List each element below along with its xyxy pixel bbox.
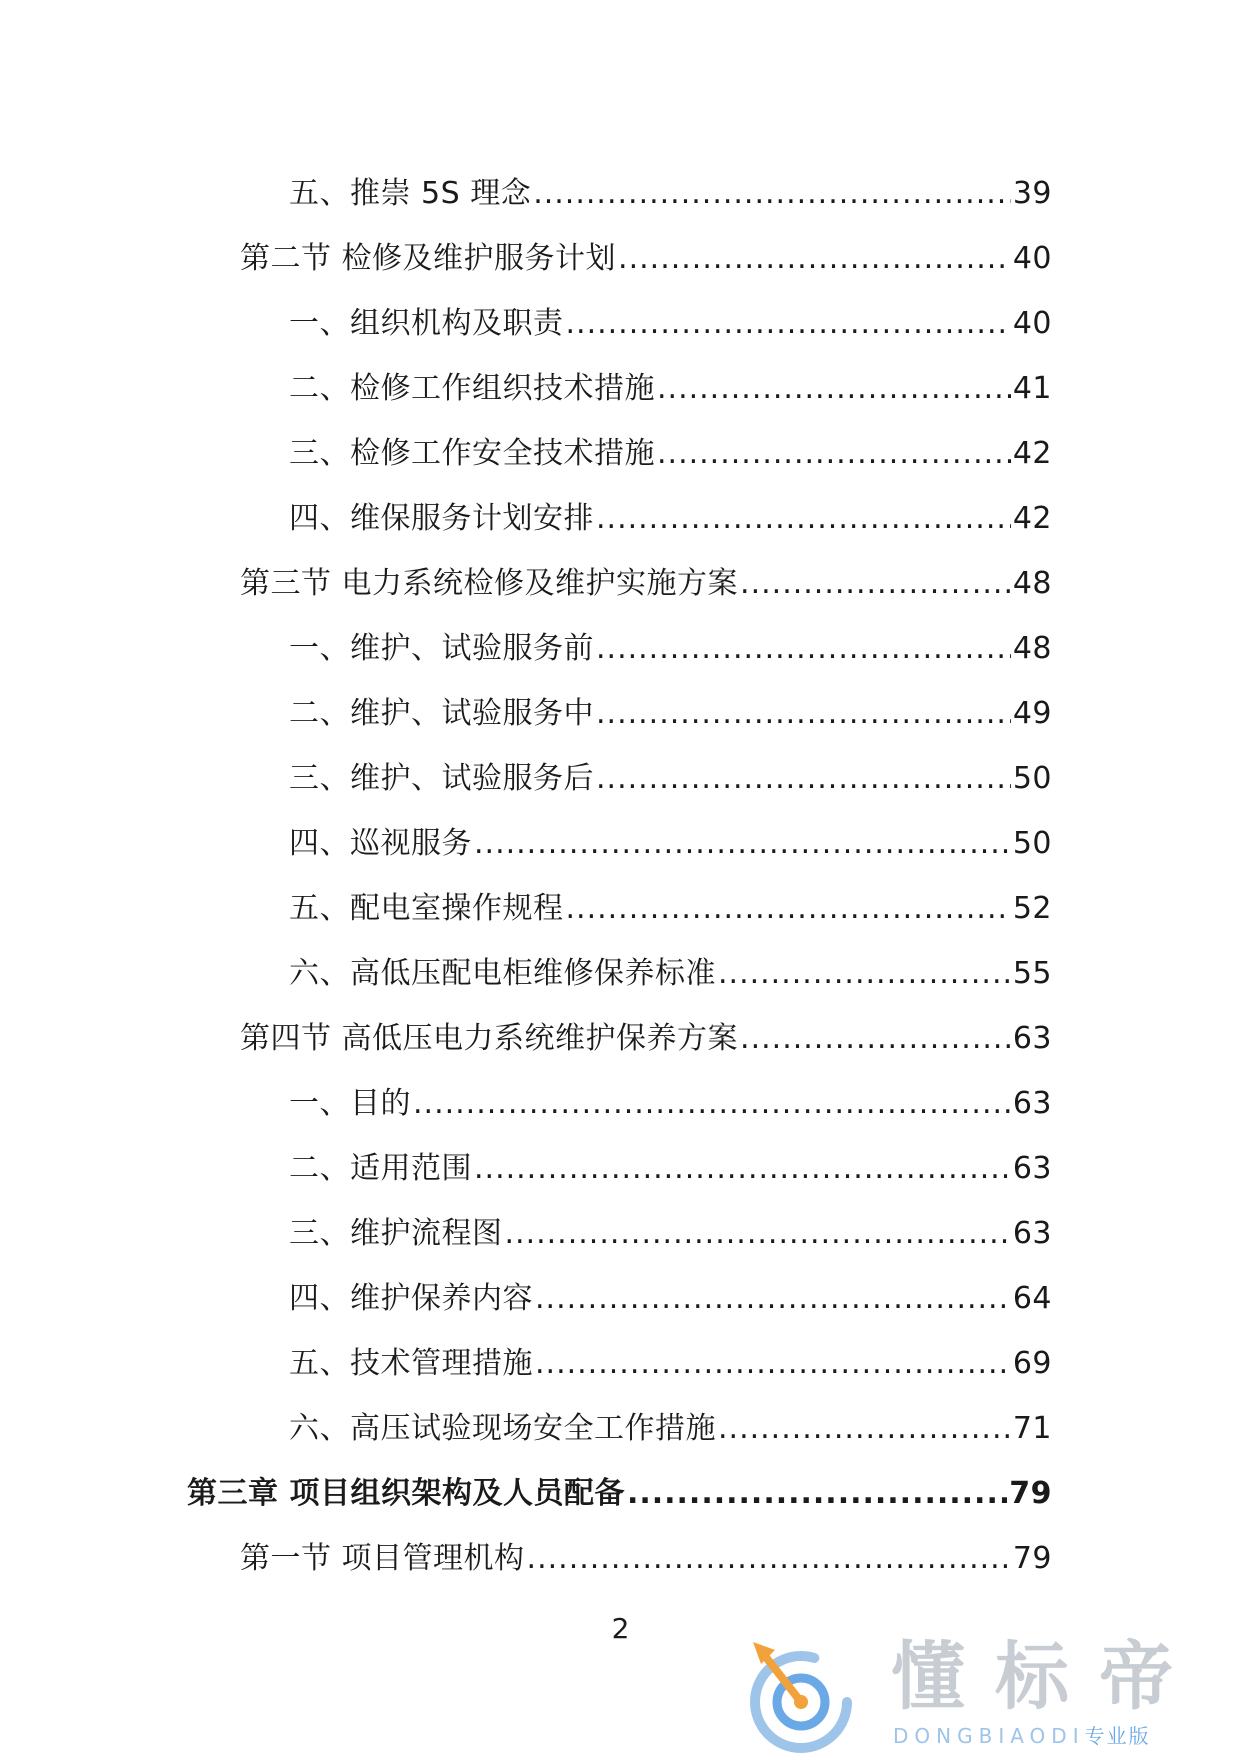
toc-dot-leader [657, 371, 1011, 406]
toc-dot-leader [535, 1346, 1011, 1381]
toc-entry[interactable] [0, 287, 1241, 352]
toc-dot-leader [740, 566, 1011, 601]
toc-entry-line [289, 1273, 1052, 1317]
toc-entry[interactable] [0, 1002, 1241, 1067]
toc-entry-title: 五、配电室操作规程 [289, 890, 564, 926]
toc-entry[interactable] [0, 1132, 1241, 1197]
toc-entry-title: 一、维护、试验服务前 [289, 630, 594, 666]
toc-entry-title: 第二节 检修及维护服务计划 [240, 240, 617, 276]
toc-dot-leader [474, 1151, 1011, 1186]
toc-entry-page-number: 69 [1012, 1345, 1052, 1381]
toc-entry[interactable] [0, 1392, 1241, 1457]
watermark-title: 懂标帝 [891, 1634, 1203, 1720]
toc-entry-line [289, 428, 1052, 472]
toc-entry[interactable] [0, 1522, 1241, 1587]
toc-dot-leader [718, 1411, 1011, 1446]
toc-entry-line [289, 298, 1052, 342]
toc-dot-leader [505, 1216, 1011, 1251]
toc-entry-line [289, 688, 1052, 732]
toc-entry-line [240, 1533, 1052, 1577]
toc-entry-title: 一、组织机构及职责 [289, 305, 564, 341]
toc-entry-page-number: 40 [1012, 240, 1052, 276]
toc-entry[interactable] [0, 1327, 1241, 1392]
watermark-subtitle [893, 1726, 1151, 1746]
toc-dot-leader [527, 1541, 1011, 1576]
toc-entry[interactable] [0, 1197, 1241, 1262]
toc-entry-title: 五、技术管理措施 [289, 1345, 533, 1381]
toc-dot-leader [618, 241, 1011, 276]
toc-dot-leader [535, 1281, 1011, 1316]
toc-dot-leader [596, 501, 1011, 536]
toc-entry-title: 六、高低压配电柜维修保养标准 [289, 955, 716, 991]
toc-entry-page-number: 48 [1012, 565, 1052, 601]
toc-entry-title: 六、高压试验现场安全工作措施 [289, 1410, 716, 1446]
toc-entry[interactable] [0, 807, 1241, 872]
page-number: 2 [611, 1612, 630, 1645]
toc-entry-page-number: 42 [1012, 435, 1052, 471]
toc-entry-line [289, 168, 1052, 212]
toc-entry[interactable] [0, 937, 1241, 1002]
toc-entry-line [289, 1078, 1052, 1122]
toc-entry-title: 五、推崇 5S 理念 [289, 175, 532, 211]
toc-entry-title: 一、目的 [289, 1085, 411, 1121]
toc-entry-page-number: 79 [1012, 1540, 1052, 1576]
toc-entry-title: 四、巡视服务 [289, 825, 472, 861]
toc-entry[interactable] [0, 677, 1241, 742]
toc-entry-line [289, 883, 1052, 927]
toc-entry-page-number: 41 [1012, 370, 1052, 406]
toc-entry[interactable] [0, 482, 1241, 547]
toc-entry-line [289, 818, 1052, 862]
toc-dot-leader [413, 1086, 1011, 1121]
toc-entry-title: 第三节 电力系统检修及维护实施方案 [240, 565, 739, 601]
toc-entry-page-number: 39 [1012, 175, 1052, 211]
toc-entry-page-number: 52 [1012, 890, 1052, 926]
toc-entry-title: 第一节 项目管理机构 [240, 1540, 525, 1576]
toc-entry-line [240, 558, 1052, 602]
toc-entry-line [289, 1338, 1052, 1382]
toc-entry-page-number: 50 [1012, 760, 1052, 796]
toc-entry-line [240, 1013, 1052, 1057]
toc-entry[interactable] [0, 352, 1241, 417]
toc-dot-leader [718, 956, 1011, 991]
toc-entry[interactable] [0, 1067, 1241, 1132]
toc-entry-title: 二、维护、试验服务中 [289, 695, 594, 731]
toc-entry-line [289, 1403, 1052, 1447]
toc-entry-line [187, 1468, 1052, 1512]
toc-dot-leader [596, 696, 1011, 731]
toc-entry-page-number: 40 [1012, 305, 1052, 341]
toc-entry-page-number: 64 [1012, 1280, 1052, 1316]
toc-dot-leader [474, 826, 1011, 861]
toc-entry-line [289, 363, 1052, 407]
toc-entry-line [240, 233, 1052, 277]
toc-entry-page-number: 42 [1012, 500, 1052, 536]
toc-entry[interactable] [0, 1457, 1241, 1522]
toc-entry[interactable] [0, 612, 1241, 677]
toc-entry-page-number: 50 [1012, 825, 1052, 861]
toc-entry-title: 四、维护保养内容 [289, 1280, 533, 1316]
toc-entry-title: 二、适用范围 [289, 1150, 472, 1186]
toc-entry[interactable] [0, 547, 1241, 612]
toc-entry-page-number: 63 [1012, 1215, 1052, 1251]
toc-entry[interactable] [0, 157, 1241, 222]
toc-entry-line [289, 948, 1052, 992]
toc-entry[interactable] [0, 222, 1241, 287]
toc-dot-leader [740, 1021, 1011, 1056]
toc-entry-page-number: 79 [1009, 1475, 1052, 1511]
toc-entry[interactable] [0, 872, 1241, 937]
target-logo-icon [741, 1634, 861, 1754]
toc-dot-leader [596, 761, 1011, 796]
toc-entry[interactable] [0, 742, 1241, 807]
toc-entry-line [289, 1143, 1052, 1187]
toc-entry-page-number: 55 [1012, 955, 1052, 991]
toc-entry-title: 三、维护、试验服务后 [289, 760, 594, 796]
toc-entry-page-number: 63 [1012, 1020, 1052, 1056]
toc-entry-title: 三、检修工作安全技术措施 [289, 435, 655, 471]
toc-entry-line [289, 1208, 1052, 1252]
toc-entry-line [289, 753, 1052, 797]
toc-entry[interactable] [0, 417, 1241, 482]
toc-dot-leader [566, 306, 1011, 341]
toc-entry-page-number: 63 [1012, 1085, 1052, 1121]
toc-entry[interactable] [0, 1262, 1241, 1327]
toc-dot-leader [533, 176, 1011, 211]
toc-entry-title: 四、维保服务计划安排 [289, 500, 594, 536]
toc-dot-leader [596, 631, 1011, 666]
toc-entry-line [289, 493, 1052, 537]
toc-entry-page-number: 63 [1012, 1150, 1052, 1186]
toc-dot-leader [657, 436, 1011, 471]
table-of-contents [0, 157, 1241, 1587]
toc-entry-page-number: 49 [1012, 695, 1052, 731]
toc-entry-line [289, 623, 1052, 667]
watermark-subtitle-text: DONGBIAODI [893, 1724, 1085, 1748]
toc-entry-title: 第四节 高低压电力系统维护保养方案 [240, 1020, 739, 1056]
toc-dot-leader [566, 891, 1011, 926]
toc-entry-page-number: 71 [1012, 1410, 1052, 1446]
toc-dot-leader [627, 1476, 1007, 1511]
watermark-edition: 专业版 [1084, 1724, 1151, 1748]
toc-entry-page-number: 48 [1012, 630, 1052, 666]
toc-entry-title: 二、检修工作组织技术措施 [289, 370, 655, 406]
toc-entry-title: 第三章 项目组织架构及人员配备 [187, 1475, 625, 1511]
watermark [741, 1634, 1241, 1754]
toc-entry-title: 三、维护流程图 [289, 1215, 503, 1251]
